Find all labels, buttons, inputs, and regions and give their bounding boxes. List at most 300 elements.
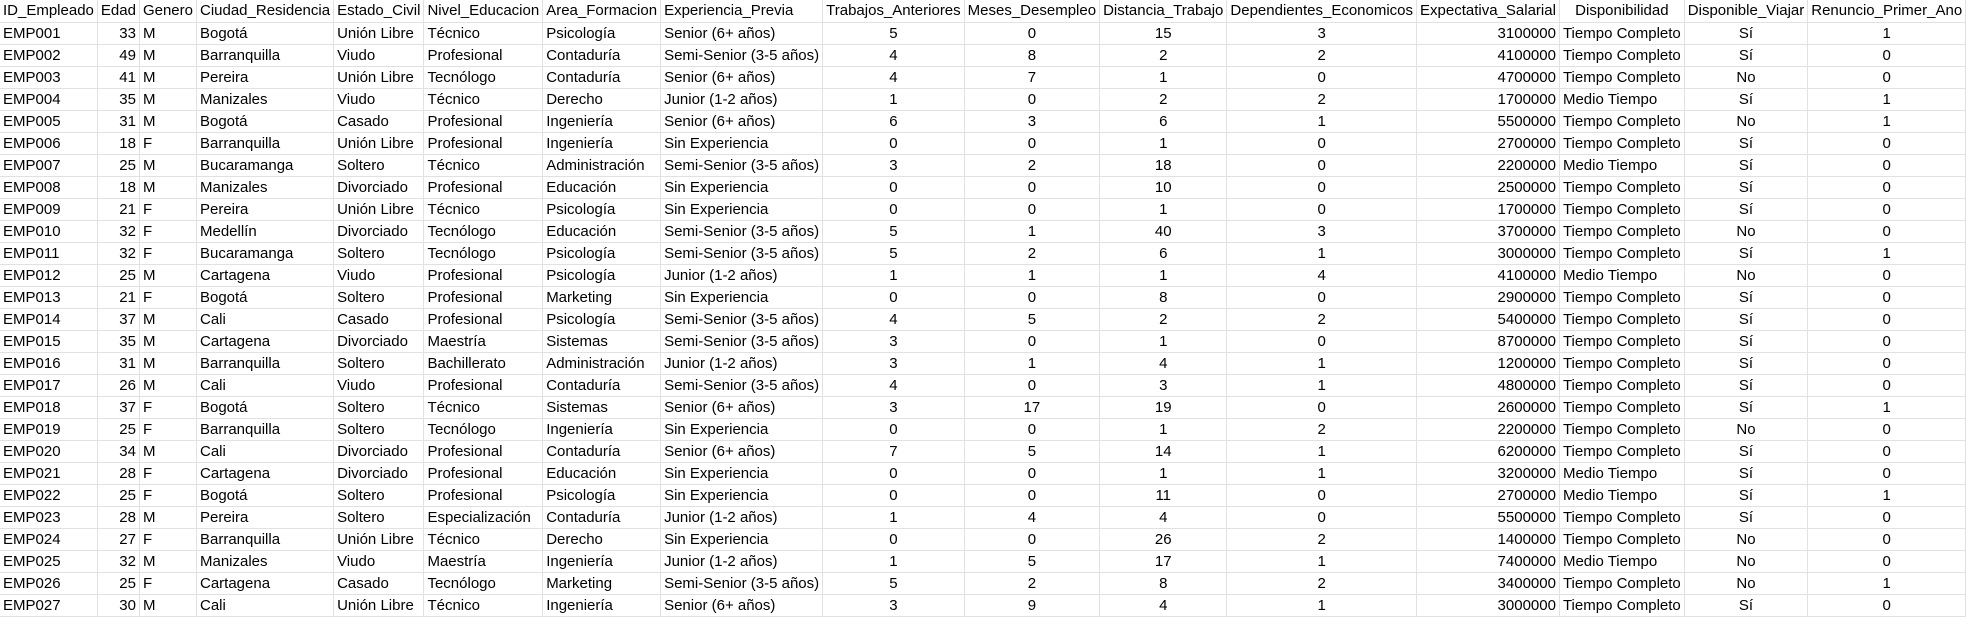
table-cell[interactable]: EMP001 <box>0 22 97 44</box>
table-cell[interactable]: 0 <box>823 528 965 550</box>
table-cell[interactable]: Sí <box>1684 198 1807 220</box>
table-cell[interactable]: 0 <box>1808 176 1966 198</box>
table-cell[interactable]: 1 <box>1808 396 1966 418</box>
table-cell[interactable]: EMP012 <box>0 264 97 286</box>
table-cell[interactable]: 25 <box>97 154 139 176</box>
table-cell[interactable]: M <box>139 264 196 286</box>
table-cell[interactable]: Marketing <box>543 572 661 594</box>
table-cell[interactable]: M <box>139 506 196 528</box>
table-cell[interactable]: No <box>1684 550 1807 572</box>
table-cell[interactable]: Barranquilla <box>196 352 333 374</box>
table-cell[interactable]: 28 <box>97 506 139 528</box>
table-cell[interactable]: Manizales <box>196 176 333 198</box>
table-cell[interactable]: Sin Experiencia <box>661 484 823 506</box>
table-cell[interactable]: Sin Experiencia <box>661 176 823 198</box>
table-cell[interactable]: 5 <box>823 242 965 264</box>
table-cell[interactable]: F <box>139 396 196 418</box>
table-cell[interactable]: EMP027 <box>0 594 97 616</box>
table-cell[interactable]: EMP002 <box>0 44 97 66</box>
table-cell[interactable]: 1 <box>964 352 1099 374</box>
table-cell[interactable]: M <box>139 176 196 198</box>
table-cell[interactable]: 26 <box>1100 528 1227 550</box>
table-cell[interactable]: 3 <box>823 396 965 418</box>
table-cell[interactable]: Contaduría <box>543 506 661 528</box>
table-cell[interactable]: 6 <box>1100 242 1227 264</box>
table-cell[interactable]: Sí <box>1684 132 1807 154</box>
table-cell[interactable]: Tiempo Completo <box>1559 528 1684 550</box>
table-cell[interactable]: Manizales <box>196 88 333 110</box>
table-cell[interactable]: 5 <box>964 308 1099 330</box>
table-cell[interactable]: 1 <box>1808 572 1966 594</box>
table-cell[interactable]: 1 <box>1100 132 1227 154</box>
table-cell[interactable]: Técnico <box>424 594 543 616</box>
table-cell[interactable]: 19 <box>1100 396 1227 418</box>
table-cell[interactable]: Semi-Senior (3-5 años) <box>661 154 823 176</box>
table-cell[interactable]: 1700000 <box>1417 88 1560 110</box>
table-cell[interactable]: Sí <box>1684 176 1807 198</box>
table-cell[interactable]: Soltero <box>334 286 424 308</box>
table-cell[interactable]: 2600000 <box>1417 396 1560 418</box>
table-cell[interactable]: 1 <box>1100 418 1227 440</box>
table-cell[interactable]: Derecho <box>543 88 661 110</box>
table-cell[interactable]: 0 <box>823 484 965 506</box>
table-cell[interactable]: 0 <box>1227 66 1417 88</box>
table-cell[interactable]: Tiempo Completo <box>1559 286 1684 308</box>
table-cell[interactable]: Tecnólogo <box>424 242 543 264</box>
table-cell[interactable]: M <box>139 550 196 572</box>
table-cell[interactable]: 4 <box>964 506 1099 528</box>
table-cell[interactable]: Sistemas <box>543 330 661 352</box>
table-cell[interactable]: 4 <box>1100 506 1227 528</box>
table-cell[interactable]: 0 <box>1808 550 1966 572</box>
table-cell[interactable]: Bogotá <box>196 484 333 506</box>
table-cell[interactable]: 1 <box>1227 242 1417 264</box>
table-cell[interactable]: 25 <box>97 418 139 440</box>
table-cell[interactable]: Viudo <box>334 550 424 572</box>
table-cell[interactable]: Sin Experiencia <box>661 286 823 308</box>
table-cell[interactable]: Sí <box>1684 396 1807 418</box>
table-cell[interactable]: Cali <box>196 440 333 462</box>
table-cell[interactable]: Tiempo Completo <box>1559 198 1684 220</box>
table-cell[interactable]: 2200000 <box>1417 154 1560 176</box>
table-cell[interactable]: 5 <box>823 572 965 594</box>
table-cell[interactable]: 8 <box>1100 572 1227 594</box>
table-cell[interactable]: Pereira <box>196 66 333 88</box>
table-cell[interactable]: 1 <box>1227 352 1417 374</box>
table-cell[interactable]: Junior (1-2 años) <box>661 352 823 374</box>
table-cell[interactable]: M <box>139 352 196 374</box>
table-cell[interactable]: Divorciado <box>334 176 424 198</box>
table-cell[interactable]: 2 <box>964 242 1099 264</box>
table-cell[interactable]: Sistemas <box>543 396 661 418</box>
table-cell[interactable]: 6200000 <box>1417 440 1560 462</box>
table-cell[interactable]: 37 <box>97 396 139 418</box>
table-cell[interactable]: F <box>139 572 196 594</box>
table-cell[interactable]: 0 <box>1808 352 1966 374</box>
table-cell[interactable]: 49 <box>97 44 139 66</box>
table-cell[interactable]: 0 <box>964 374 1099 396</box>
table-cell[interactable]: 3 <box>823 594 965 616</box>
table-cell[interactable]: Derecho <box>543 528 661 550</box>
table-cell[interactable]: M <box>139 440 196 462</box>
table-cell[interactable]: 17 <box>964 396 1099 418</box>
table-cell[interactable]: Profesional <box>424 440 543 462</box>
table-cell[interactable]: Unión Libre <box>334 198 424 220</box>
table-cell[interactable]: 32 <box>97 220 139 242</box>
table-cell[interactable]: 1 <box>823 550 965 572</box>
table-cell[interactable]: M <box>139 374 196 396</box>
table-cell[interactable]: 3100000 <box>1417 22 1560 44</box>
table-cell[interactable]: 2 <box>1100 88 1227 110</box>
table-cell[interactable]: 37 <box>97 308 139 330</box>
table-cell[interactable]: Psicología <box>543 308 661 330</box>
table-cell[interactable]: No <box>1684 418 1807 440</box>
table-cell[interactable]: 1200000 <box>1417 352 1560 374</box>
table-cell[interactable]: Manizales <box>196 550 333 572</box>
table-cell[interactable]: 32 <box>97 242 139 264</box>
table-cell[interactable]: Tecnólogo <box>424 66 543 88</box>
table-cell[interactable]: Bogotá <box>196 396 333 418</box>
table-cell[interactable]: 3 <box>823 352 965 374</box>
table-cell[interactable]: Profesional <box>424 176 543 198</box>
table-cell[interactable]: Cali <box>196 594 333 616</box>
table-cell[interactable]: Sí <box>1684 308 1807 330</box>
table-cell[interactable]: 3000000 <box>1417 242 1560 264</box>
table-cell[interactable]: EMP005 <box>0 110 97 132</box>
column-header[interactable]: Nivel_Educacion <box>424 0 543 22</box>
table-cell[interactable]: Viudo <box>334 88 424 110</box>
table-cell[interactable]: Tiempo Completo <box>1559 374 1684 396</box>
table-cell[interactable]: F <box>139 132 196 154</box>
table-cell[interactable]: 0 <box>964 418 1099 440</box>
table-cell[interactable]: EMP007 <box>0 154 97 176</box>
table-cell[interactable]: Junior (1-2 años) <box>661 264 823 286</box>
table-cell[interactable]: 25 <box>97 572 139 594</box>
table-cell[interactable]: 0 <box>1808 594 1966 616</box>
table-cell[interactable]: F <box>139 484 196 506</box>
table-cell[interactable]: 9 <box>964 594 1099 616</box>
table-cell[interactable]: No <box>1684 528 1807 550</box>
column-header[interactable]: Experiencia_Previa <box>661 0 823 22</box>
column-header[interactable]: Genero <box>139 0 196 22</box>
table-cell[interactable]: Ingeniería <box>543 110 661 132</box>
table-cell[interactable]: 18 <box>97 132 139 154</box>
table-cell[interactable]: 27 <box>97 528 139 550</box>
table-cell[interactable]: 0 <box>1808 462 1966 484</box>
table-cell[interactable]: Profesional <box>424 308 543 330</box>
table-cell[interactable]: 4100000 <box>1417 264 1560 286</box>
table-cell[interactable]: Tiempo Completo <box>1559 110 1684 132</box>
table-cell[interactable]: 1700000 <box>1417 198 1560 220</box>
table-cell[interactable]: Psicología <box>543 484 661 506</box>
table-cell[interactable]: 18 <box>97 176 139 198</box>
table-cell[interactable]: EMP003 <box>0 66 97 88</box>
table-cell[interactable]: 0 <box>823 176 965 198</box>
table-cell[interactable]: 0 <box>1808 198 1966 220</box>
table-cell[interactable]: EMP017 <box>0 374 97 396</box>
table-cell[interactable]: 2700000 <box>1417 132 1560 154</box>
table-cell[interactable]: 0 <box>1227 484 1417 506</box>
table-cell[interactable]: 31 <box>97 110 139 132</box>
table-cell[interactable]: Psicología <box>543 198 661 220</box>
table-cell[interactable]: EMP018 <box>0 396 97 418</box>
table-cell[interactable]: Tiempo Completo <box>1559 440 1684 462</box>
table-cell[interactable]: Profesional <box>424 264 543 286</box>
table-cell[interactable]: 7 <box>964 66 1099 88</box>
table-cell[interactable]: Tiempo Completo <box>1559 220 1684 242</box>
table-cell[interactable]: Casado <box>334 110 424 132</box>
table-cell[interactable]: Tiempo Completo <box>1559 242 1684 264</box>
table-cell[interactable]: 4700000 <box>1417 66 1560 88</box>
table-cell[interactable]: Senior (6+ años) <box>661 594 823 616</box>
table-cell[interactable]: 3 <box>1100 374 1227 396</box>
table-cell[interactable]: 3 <box>1227 220 1417 242</box>
table-cell[interactable]: Técnico <box>424 198 543 220</box>
table-cell[interactable]: M <box>139 154 196 176</box>
table-cell[interactable]: Sí <box>1684 22 1807 44</box>
table-cell[interactable]: 4800000 <box>1417 374 1560 396</box>
table-cell[interactable]: Cartagena <box>196 572 333 594</box>
table-cell[interactable]: Bucaramanga <box>196 242 333 264</box>
table-cell[interactable]: 2 <box>964 154 1099 176</box>
table-cell[interactable]: 1 <box>964 220 1099 242</box>
table-cell[interactable]: Cartagena <box>196 264 333 286</box>
table-cell[interactable]: Ingeniería <box>543 594 661 616</box>
table-cell[interactable]: Viudo <box>334 264 424 286</box>
column-header[interactable]: Edad <box>97 0 139 22</box>
table-cell[interactable]: Semi-Senior (3-5 años) <box>661 330 823 352</box>
table-cell[interactable]: Tiempo Completo <box>1559 352 1684 374</box>
table-cell[interactable]: 31 <box>97 352 139 374</box>
table-cell[interactable]: Bogotá <box>196 110 333 132</box>
table-cell[interactable]: 1 <box>1100 198 1227 220</box>
table-cell[interactable]: M <box>139 594 196 616</box>
table-cell[interactable]: M <box>139 66 196 88</box>
table-cell[interactable]: 0 <box>1227 330 1417 352</box>
table-cell[interactable]: 5 <box>964 440 1099 462</box>
table-cell[interactable]: Tecnólogo <box>424 418 543 440</box>
table-cell[interactable]: 0 <box>964 528 1099 550</box>
table-cell[interactable]: 0 <box>1808 66 1966 88</box>
column-header[interactable]: Disponibilidad <box>1559 0 1684 22</box>
table-cell[interactable]: Divorciado <box>334 330 424 352</box>
table-cell[interactable]: Medio Tiempo <box>1559 462 1684 484</box>
table-cell[interactable]: 2 <box>1100 44 1227 66</box>
table-cell[interactable]: Contaduría <box>543 44 661 66</box>
table-cell[interactable]: 0 <box>1808 440 1966 462</box>
table-cell[interactable]: Semi-Senior (3-5 años) <box>661 242 823 264</box>
table-cell[interactable]: 2 <box>1100 308 1227 330</box>
table-cell[interactable]: 1 <box>1227 374 1417 396</box>
table-cell[interactable]: Técnico <box>424 528 543 550</box>
table-cell[interactable]: Profesional <box>424 110 543 132</box>
table-cell[interactable]: 2 <box>1227 44 1417 66</box>
table-cell[interactable]: Medio Tiempo <box>1559 154 1684 176</box>
table-cell[interactable]: Sin Experiencia <box>661 132 823 154</box>
table-cell[interactable]: 21 <box>97 286 139 308</box>
table-cell[interactable]: 2900000 <box>1417 286 1560 308</box>
table-cell[interactable]: 17 <box>1100 550 1227 572</box>
table-cell[interactable]: Bogotá <box>196 22 333 44</box>
table-cell[interactable]: Viudo <box>334 374 424 396</box>
table-cell[interactable]: Sí <box>1684 330 1807 352</box>
table-cell[interactable]: 0 <box>1808 44 1966 66</box>
table-cell[interactable]: Administración <box>543 352 661 374</box>
table-cell[interactable]: Profesional <box>424 484 543 506</box>
table-cell[interactable]: 1 <box>1227 550 1417 572</box>
table-cell[interactable]: Sí <box>1684 242 1807 264</box>
table-cell[interactable]: Tecnólogo <box>424 220 543 242</box>
table-cell[interactable]: 4 <box>1227 264 1417 286</box>
column-header[interactable]: Renuncio_Primer_Ano <box>1808 0 1966 22</box>
table-cell[interactable]: 0 <box>1227 286 1417 308</box>
table-cell[interactable]: Psicología <box>543 264 661 286</box>
table-cell[interactable]: 0 <box>823 418 965 440</box>
table-cell[interactable]: Tiempo Completo <box>1559 308 1684 330</box>
table-cell[interactable]: 35 <box>97 88 139 110</box>
table-cell[interactable]: Soltero <box>334 242 424 264</box>
table-cell[interactable]: 1 <box>1227 110 1417 132</box>
table-cell[interactable]: 14 <box>1100 440 1227 462</box>
table-cell[interactable]: Sí <box>1684 506 1807 528</box>
table-cell[interactable]: 3700000 <box>1417 220 1560 242</box>
table-cell[interactable]: F <box>139 242 196 264</box>
table-cell[interactable]: Tiempo Completo <box>1559 330 1684 352</box>
table-cell[interactable]: 0 <box>1227 176 1417 198</box>
table-cell[interactable]: EMP016 <box>0 352 97 374</box>
table-cell[interactable]: 2 <box>1227 88 1417 110</box>
table-cell[interactable]: Sí <box>1684 374 1807 396</box>
table-cell[interactable]: 0 <box>1808 264 1966 286</box>
table-cell[interactable]: 0 <box>1808 286 1966 308</box>
table-cell[interactable]: Educación <box>543 220 661 242</box>
table-cell[interactable]: 4 <box>823 308 965 330</box>
table-cell[interactable]: EMP015 <box>0 330 97 352</box>
table-cell[interactable]: Bucaramanga <box>196 154 333 176</box>
table-cell[interactable]: Barranquilla <box>196 132 333 154</box>
table-cell[interactable]: 0 <box>964 462 1099 484</box>
table-cell[interactable]: Soltero <box>334 484 424 506</box>
table-cell[interactable]: 0 <box>1808 506 1966 528</box>
table-cell[interactable]: Sin Experiencia <box>661 528 823 550</box>
table-cell[interactable]: 2 <box>1227 418 1417 440</box>
table-cell[interactable]: Unión Libre <box>334 66 424 88</box>
table-cell[interactable]: Profesional <box>424 374 543 396</box>
table-cell[interactable]: 1 <box>1808 22 1966 44</box>
table-cell[interactable]: 0 <box>1808 418 1966 440</box>
table-cell[interactable]: Barranquilla <box>196 418 333 440</box>
table-cell[interactable]: Psicología <box>543 22 661 44</box>
table-cell[interactable]: 28 <box>97 462 139 484</box>
table-cell[interactable]: Semi-Senior (3-5 años) <box>661 308 823 330</box>
table-cell[interactable]: EMP021 <box>0 462 97 484</box>
table-cell[interactable]: 0 <box>823 286 965 308</box>
table-cell[interactable]: Medio Tiempo <box>1559 484 1684 506</box>
table-cell[interactable]: Unión Libre <box>334 132 424 154</box>
table-cell[interactable]: Tiempo Completo <box>1559 506 1684 528</box>
table-cell[interactable]: 0 <box>964 132 1099 154</box>
table-cell[interactable]: Tiempo Completo <box>1559 66 1684 88</box>
table-cell[interactable]: EMP026 <box>0 572 97 594</box>
table-cell[interactable]: Contaduría <box>543 440 661 462</box>
table-cell[interactable]: Soltero <box>334 418 424 440</box>
table-cell[interactable]: Tiempo Completo <box>1559 22 1684 44</box>
table-cell[interactable]: 5500000 <box>1417 110 1560 132</box>
table-cell[interactable]: Semi-Senior (3-5 años) <box>661 572 823 594</box>
table-cell[interactable]: Técnico <box>424 396 543 418</box>
table-cell[interactable]: Soltero <box>334 396 424 418</box>
table-cell[interactable]: 0 <box>1808 154 1966 176</box>
table-cell[interactable]: Tiempo Completo <box>1559 132 1684 154</box>
table-cell[interactable]: 4 <box>1100 594 1227 616</box>
table-cell[interactable]: Cali <box>196 308 333 330</box>
table-cell[interactable]: Senior (6+ años) <box>661 66 823 88</box>
table-cell[interactable]: 34 <box>97 440 139 462</box>
table-cell[interactable]: Especialización <box>424 506 543 528</box>
table-cell[interactable]: Tiempo Completo <box>1559 418 1684 440</box>
table-cell[interactable]: M <box>139 44 196 66</box>
table-cell[interactable]: F <box>139 462 196 484</box>
table-cell[interactable]: 0 <box>1227 506 1417 528</box>
table-cell[interactable]: EMP024 <box>0 528 97 550</box>
table-cell[interactable]: M <box>139 88 196 110</box>
table-cell[interactable]: 7400000 <box>1417 550 1560 572</box>
table-cell[interactable]: 1 <box>1808 88 1966 110</box>
table-cell[interactable]: 5400000 <box>1417 308 1560 330</box>
table-cell[interactable]: 11 <box>1100 484 1227 506</box>
table-cell[interactable]: Bachillerato <box>424 352 543 374</box>
table-cell[interactable]: 1 <box>823 264 965 286</box>
table-cell[interactable]: Sí <box>1684 44 1807 66</box>
table-cell[interactable]: Profesional <box>424 132 543 154</box>
table-cell[interactable]: Sí <box>1684 154 1807 176</box>
table-cell[interactable]: Junior (1-2 años) <box>661 88 823 110</box>
table-cell[interactable]: EMP023 <box>0 506 97 528</box>
table-cell[interactable]: 5 <box>823 22 965 44</box>
table-cell[interactable]: 0 <box>1227 198 1417 220</box>
table-cell[interactable]: 4 <box>823 374 965 396</box>
table-cell[interactable]: Semi-Senior (3-5 años) <box>661 220 823 242</box>
table-cell[interactable]: 0 <box>1808 330 1966 352</box>
table-cell[interactable]: 3 <box>1227 22 1417 44</box>
table-cell[interactable]: Técnico <box>424 88 543 110</box>
table-cell[interactable]: Senior (6+ años) <box>661 440 823 462</box>
table-cell[interactable]: 1 <box>823 506 965 528</box>
table-cell[interactable]: No <box>1684 572 1807 594</box>
column-header[interactable]: Ciudad_Residencia <box>196 0 333 22</box>
column-header[interactable]: ID_Empleado <box>0 0 97 22</box>
table-cell[interactable]: Sí <box>1684 462 1807 484</box>
table-cell[interactable]: 18 <box>1100 154 1227 176</box>
table-cell[interactable]: Medio Tiempo <box>1559 264 1684 286</box>
table-cell[interactable]: Medellín <box>196 220 333 242</box>
column-header[interactable]: Expectativa_Salarial <box>1417 0 1560 22</box>
table-cell[interactable]: Maestría <box>424 330 543 352</box>
table-cell[interactable]: Educación <box>543 176 661 198</box>
table-cell[interactable]: Semi-Senior (3-5 años) <box>661 374 823 396</box>
table-cell[interactable]: 8 <box>1100 286 1227 308</box>
table-cell[interactable]: Marketing <box>543 286 661 308</box>
table-cell[interactable]: 5 <box>823 220 965 242</box>
table-cell[interactable]: M <box>139 308 196 330</box>
table-cell[interactable]: 7 <box>823 440 965 462</box>
table-cell[interactable]: 8 <box>964 44 1099 66</box>
table-cell[interactable]: 0 <box>964 88 1099 110</box>
table-cell[interactable]: F <box>139 198 196 220</box>
table-cell[interactable]: Sí <box>1684 88 1807 110</box>
table-cell[interactable]: EMP004 <box>0 88 97 110</box>
table-cell[interactable]: Soltero <box>334 352 424 374</box>
